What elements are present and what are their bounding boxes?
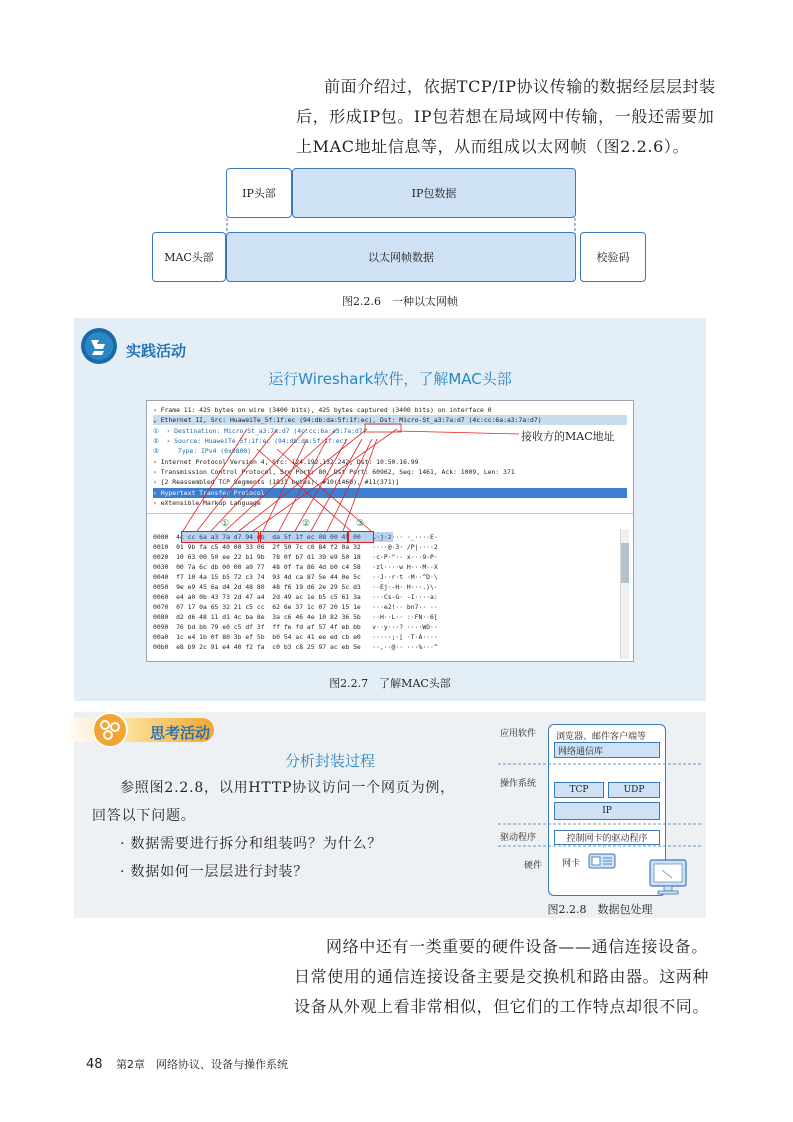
think-subtitle: 分析封装过程	[284, 752, 375, 770]
tree-ethernet[interactable]: ⌄ Ethernet II, Src: HuaweiTe_5f:1f:ec (94:db:da:5f:1f:ec), Dst: Micro-St_a3:7a:d7 (4c:cc:6a:a3:7a:d7)	[153, 415, 627, 425]
tree-xml[interactable]: › eXtensible Markup Language	[153, 499, 261, 507]
receiver-mac-annotation: 接收方的MAC地址	[521, 430, 615, 443]
intro-line: 上MAC地址信息等，从而组成以太网帧（图2.2.6）。	[296, 137, 690, 156]
checksum-label: 校验码	[596, 251, 630, 264]
net-lib-label: 网络通信库	[558, 746, 604, 757]
app-top-box	[552, 728, 662, 742]
tree-reassembled[interactable]: › [2 Reassembled TCP Segments (1831 bytes): #10(1460), #11(371)]	[153, 478, 400, 486]
udp-label: UDP	[623, 785, 645, 795]
monitor-icon	[648, 858, 688, 896]
frame-dashed-guides	[150, 166, 650, 236]
think-line: 参照图2.2.8，以用HTTP协议访问一个网页为例，	[120, 780, 455, 796]
tree-frame[interactable]: › Frame 11: 425 bytes on wire (3400 bits), 425 bytes captured (3400 bits) on interface 0	[153, 406, 492, 414]
figure-227-caption: 图2.2.7 了解MAC头部	[329, 677, 451, 690]
page-footer	[86, 1056, 288, 1072]
marker-3: ③	[356, 519, 365, 529]
hex-row: 0010 01 9b fa c5 40 00 33 06 2f 50 7c c0 84 f2 0a 32 ····@·3· /P|····2	[153, 543, 438, 551]
tree-http[interactable]: › Hypertext Transfer Protocol	[153, 488, 627, 498]
outro-paragraph	[294, 932, 714, 1022]
ethernet-data-label: 以太网帧数据	[368, 251, 434, 264]
practice-title: 实践活动	[126, 342, 187, 360]
intro-line: 前面介绍过，依据TCP/IP协议传输的数据经层层封装	[324, 77, 716, 96]
nic-card-icon	[588, 852, 616, 870]
hex-row: 0080 d2 d6 48 11 d1 4c ba 8e 3a c6 46 4e 10 82 36 5b ··H··L·· :·FN··6[	[153, 613, 438, 621]
intro-line: 后，形成IP包。IP包若想在局域网中传输，一般还需要加	[296, 107, 715, 126]
wireshark-window	[146, 400, 634, 662]
chapter-title: 第2章 网络协议、设备与操作系统	[116, 1058, 289, 1071]
think-title: 思考活动	[150, 724, 211, 742]
os-label: 操作系统	[500, 779, 537, 789]
hex-row: 0000 4c cc 6a a3 7a d7 94 db da 5f 1f ec 08 00 45 00 L·j·z··· ·_····E·	[153, 533, 438, 541]
outro-line: 网络中还有一类重要的硬件设备——通信连接设备。	[326, 937, 708, 956]
hex-row: 00b0 e8 b9 2c 91 e4 40 f2 fa c0 b3 c8 25 97 ac eb 5e ··,··@·· ···%···^	[153, 643, 438, 651]
tree-ip[interactable]: › Internet Protocol Version 4, Src: 124.192.132.242, Dst: 10.50.16.99	[153, 458, 419, 466]
tree-type[interactable]: ③ Type: IPv4 (0x0800)	[153, 447, 252, 455]
think-question	[92, 774, 492, 886]
hex-row: 0070 07 17 0a 65 32 21 c5 cc 62 6e 37 1c 07 20 15 1e ···e2!·· bn7·· ··	[153, 603, 438, 611]
udp-box	[608, 782, 660, 798]
tree-source[interactable]: ② › Source: HuaweiTe_5f:1f:ec (94:db:da:5f:1f:ec)	[153, 437, 348, 445]
outro-line: 设备从外观上看非常相似，但它们的工作特点却很不同。	[294, 997, 710, 1016]
app-software-label: 应用软件	[500, 729, 537, 739]
marker-1: ①	[221, 519, 230, 529]
figure-228-caption: 图2.2.8 数据包处理	[547, 903, 653, 916]
app-top-label: 浏览器、邮件客户端等	[556, 731, 647, 742]
hex-row: 00a0 1c e4 1b 0f 80 3b ef 5b b0 54 ac 41 ee ed cb e0 ·····;·[ ·T·A····	[153, 633, 438, 641]
figure-packet-processing	[498, 720, 702, 900]
figure-ethernet-frame	[150, 166, 650, 286]
think-line: · 数据需要进行拆分和组装吗？为什么？	[120, 836, 383, 852]
checksum-box	[580, 232, 646, 282]
think-line: 回答以下问题。	[92, 808, 196, 824]
tree-destination[interactable]: ① › Destination: Micro-St_a3:7a:d7 (4c:cc:6a:a3:7a:d7)	[153, 427, 367, 435]
hex-scrollbar[interactable]	[620, 529, 629, 659]
net-lib-box	[554, 742, 660, 758]
outro-line: 日常使用的通信连接设备主要是交换机和路由器。这两种	[294, 967, 710, 986]
figure-226-caption: 图2.2.6 一种以太网帧	[342, 295, 458, 308]
hex-row: 0040 f7 10 4a 15 b5 72 c3 74 93 4d ca 87 5e 44 0e 5c ··J··r·t ·M··^D·\	[153, 573, 438, 581]
think-icon	[92, 712, 128, 748]
mac-header-label: MAC头部	[164, 251, 214, 264]
hardware-label: 硬件	[524, 861, 543, 871]
tcp-label: TCP	[569, 785, 589, 795]
hex-row: 0090 76 bd bb 79 e0 c5 df 3f ff fe fd af 57 4f eb bb v··y···? ····WO··	[153, 623, 438, 631]
mac-header-box	[152, 232, 226, 282]
page-number: 48	[86, 1057, 103, 1072]
hex-row: 0060 e4 a0 0b 43 73 2d 47 a4 2d 49 ac 1e b5 c5 61 3a ···Cs-G· -I····a:	[153, 593, 438, 601]
practice-subtitle: 运行Wireshark软件，了解MAC头部	[268, 370, 512, 388]
tcp-box	[554, 782, 604, 798]
intro-paragraph	[296, 72, 716, 162]
think-line: · 数据如何一层层进行封装？	[120, 864, 309, 880]
driver-label: 驱动程序	[500, 833, 537, 843]
marker-2: ②	[302, 519, 311, 529]
nic-label: 网卡	[562, 859, 581, 869]
hex-row: 0030 00 7a 6c db 00 00 a9 77 48 0f fa 86 4d b0 c4 58 ·zl····w H···M··X	[153, 563, 438, 571]
driver-box-label: 控制网卡的驱动程序	[566, 834, 648, 844]
ip-box	[554, 802, 660, 820]
hex-row: 0050 9e e9 45 6a d4 2d 48 80 48 f6 19 d6 2e 29 5c d3 ··Ej·-H· H···.)\·	[153, 583, 438, 591]
ip-header-label: IP头部	[242, 187, 276, 200]
driver-box	[554, 830, 660, 845]
hex-row: 0020 10 63 00 50 ee 22 b1 9b 78 0f b7 d1 39 e9 50 18 ·c·P·"·· x···9·P·	[153, 553, 438, 561]
ip-data-label: IP包数据	[411, 187, 457, 200]
scrollbar-thumb[interactable]	[621, 543, 629, 583]
ip-label: IP	[602, 806, 612, 816]
practice-icon	[80, 327, 118, 365]
tree-tcp[interactable]: › Transmission Control Protocol, Src Port: 80, Dst Port: 60962, Seq: 1461, Ack: 1009, Len: 371	[153, 468, 515, 476]
ethernet-data-box	[226, 232, 576, 282]
